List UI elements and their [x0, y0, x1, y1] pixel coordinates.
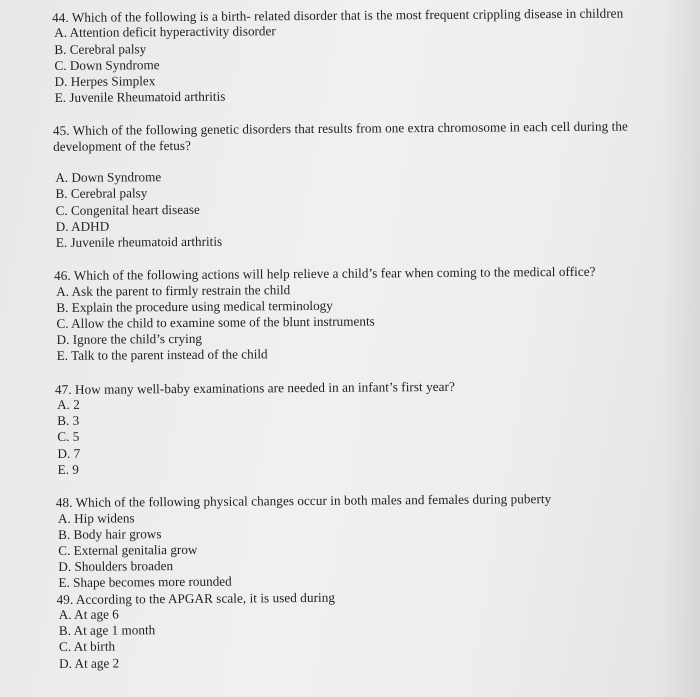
answer-option: D. At age 2 [59, 655, 120, 671]
answer-option: D. Shoulders broaden [58, 558, 174, 575]
question-46 [54, 263, 665, 364]
answer-option: B. 3 [57, 413, 80, 429]
answer-option: D. ADHD [55, 218, 110, 234]
question-45 [53, 119, 664, 252]
question-text: According to the APGAR scale, it is used during [75, 589, 336, 607]
question-47 [55, 377, 666, 478]
question-text: Which of the following genetic disorders that results from one extra chromosome in each cell during the development of the fetus? [53, 118, 628, 154]
worksheet-page [52, 5, 667, 672]
question-text: Which of the following is a birth- related disorder that is the most frequent crippling disease in children [71, 5, 624, 25]
answer-option: E. Juvenile rheumatoid arthritis [55, 233, 223, 251]
question-text: How many well-baby examinations are needed in an infant’s first year? [74, 378, 455, 397]
answer-option: E. Talk to the parent instead of the child [56, 346, 268, 364]
question-number: 45. [52, 123, 70, 139]
answer-option: E. Shape becomes more rounded [58, 573, 232, 591]
answer-option: D. Ignore the child’s crying [56, 331, 203, 348]
answer-option: A. At age 6 [58, 606, 119, 622]
question-text: Which of the following physical changes occur in both males and females during puberty [75, 491, 552, 510]
question-number: 44. [52, 9, 69, 25]
answer-option: B. Explain the procedure using medical terminology [56, 297, 333, 315]
question-48 [56, 490, 667, 591]
answer-options [54, 279, 665, 365]
answer-option: C. External genitalia grow [58, 541, 198, 558]
question-number: 46. [54, 268, 71, 284]
answer-option: A. Attention deficit hyperactivity disorder [54, 23, 276, 41]
answer-options [52, 21, 663, 107]
answer-option: A. Hip widens [57, 509, 135, 526]
question-number: 49. [56, 591, 74, 607]
question-text: Which of the following actions will help relieve a child’s fear when coming to the medical office? [73, 263, 596, 284]
answer-option: B. At age 1 month [58, 622, 156, 639]
answer-options [53, 165, 664, 251]
answer-option: C. Congenital heart disease [55, 201, 200, 218]
answer-option: A. 2 [57, 396, 80, 413]
question-stem [53, 119, 663, 155]
answer-option: B. Cerebral palsy [55, 185, 148, 202]
question-49 [57, 587, 668, 672]
answer-option: C. 5 [57, 429, 80, 445]
answer-option: C. At birth [58, 638, 116, 655]
answer-option: D. Herpes Simplex [54, 73, 156, 89]
question-number: 48. [55, 494, 73, 511]
answer-options [55, 392, 666, 478]
answer-option: D. 7 [57, 445, 81, 461]
answer-option: E. 9 [57, 461, 79, 477]
answer-option: C. Down Syndrome [54, 56, 160, 73]
answer-option: A. Down Syndrome [55, 169, 162, 186]
answer-option: B. Cerebral palsy [54, 40, 147, 57]
answer-option: E. Juvenile Rheumatoid arthritis [54, 88, 226, 106]
answer-options [56, 506, 667, 592]
question-number: 47. [54, 381, 72, 397]
answer-options [57, 602, 667, 672]
question-44 [52, 5, 663, 106]
answer-option: A. Ask the parent to firmly restrain the child [56, 281, 291, 299]
answer-option: C. Allow the child to examine some of the blunt instruments [56, 313, 375, 332]
answer-option: B. Body hair grows [58, 525, 162, 542]
